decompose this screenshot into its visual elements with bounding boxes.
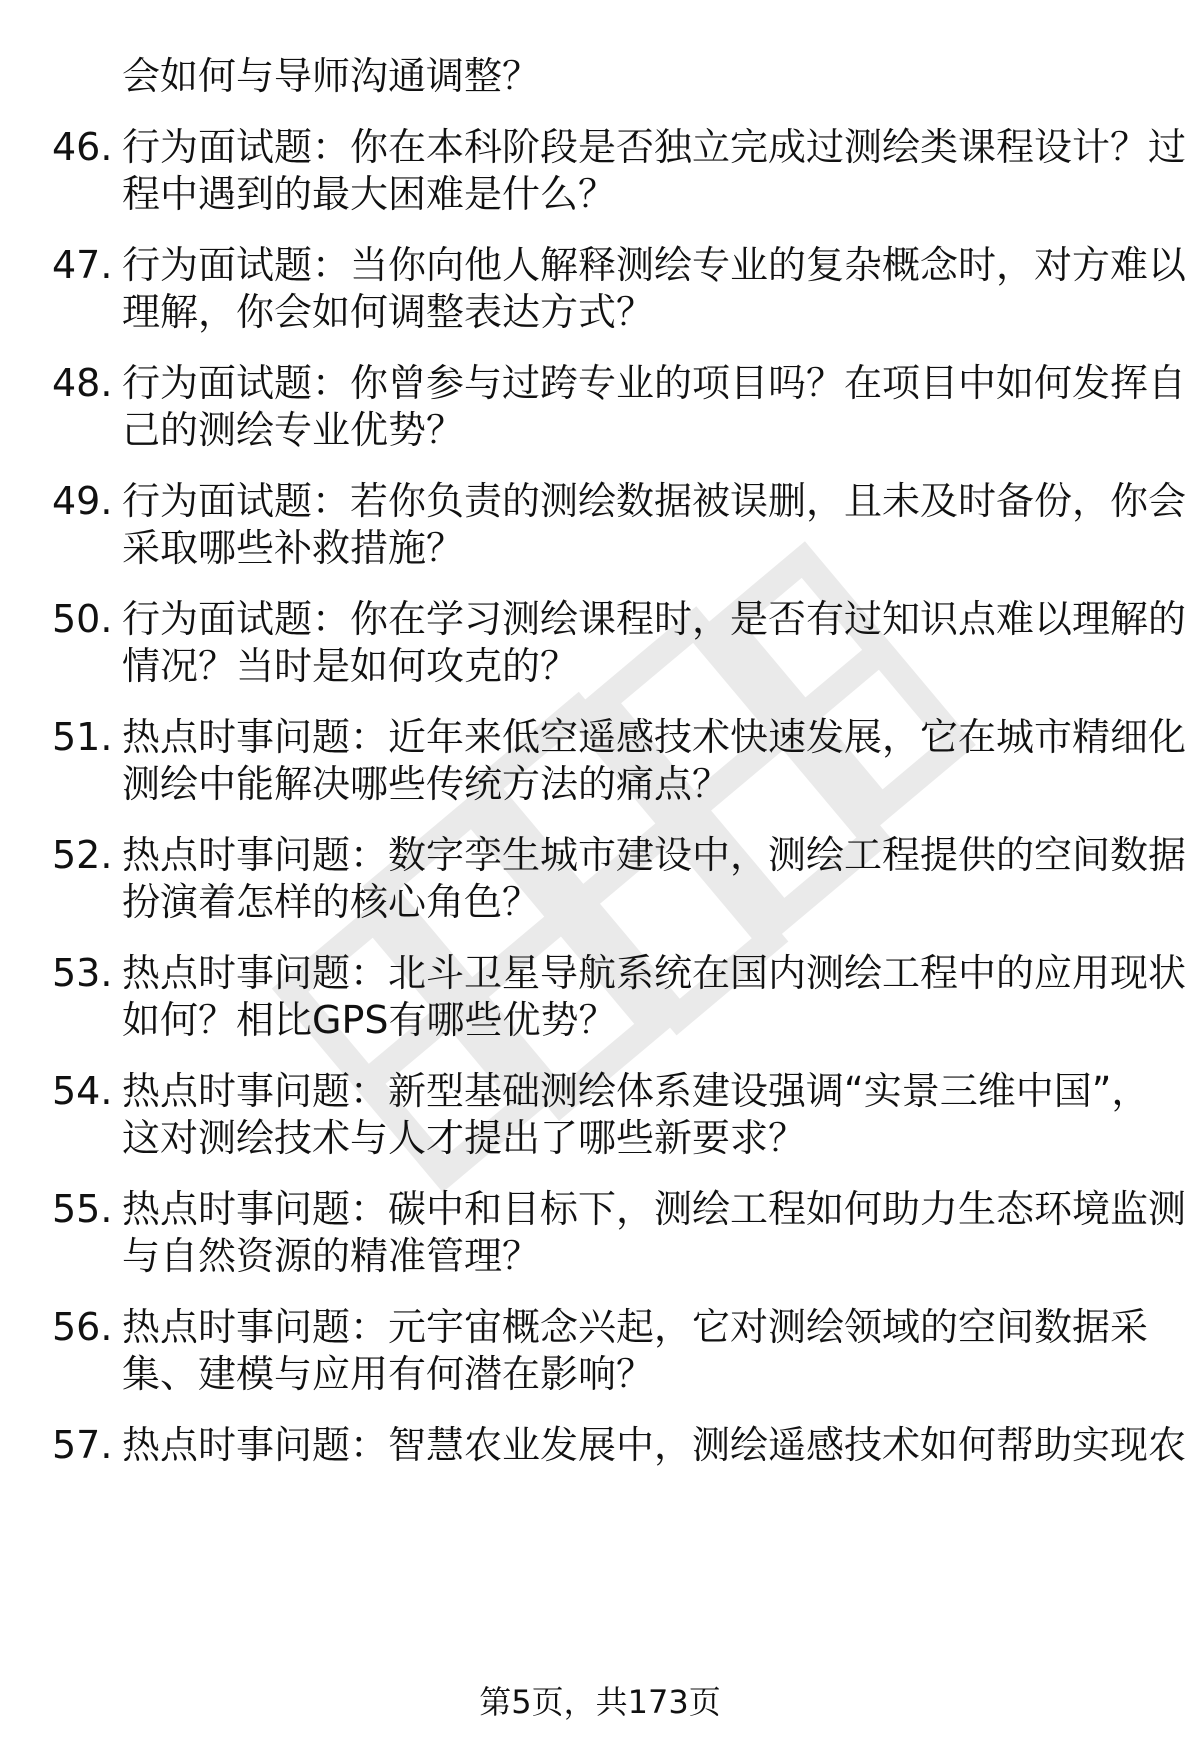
question-number: 54. bbox=[52, 1069, 113, 1113]
question-text-line: 与自然资源的精准管理？ bbox=[122, 1234, 541, 1278]
question-text-line: 情况？当时是如何攻克的？ bbox=[122, 644, 579, 688]
question-text-line: 会如何与导师沟通调整？ bbox=[122, 54, 541, 98]
question-number: 55. bbox=[52, 1187, 113, 1231]
question-text-line: 热点时事问题：北斗卫星导航系统在国内测绘工程中的应用现状 bbox=[122, 951, 1187, 995]
question-number: 56. bbox=[52, 1305, 113, 1349]
question-number: 48. bbox=[52, 361, 113, 405]
question-number: 46. bbox=[52, 125, 113, 169]
question-text-line: 行为面试题：若你负责的测绘数据被误删，且未及时备份，你会 bbox=[122, 479, 1187, 523]
question-number: 50. bbox=[52, 597, 113, 641]
question-text-line: 如何？相比GPS有哪些优势？ bbox=[122, 998, 617, 1042]
question-text-line: 行为面试题：当你向他人解释测绘专业的复杂概念时，对方难以 bbox=[122, 243, 1187, 287]
question-text-line: 热点时事问题：近年来低空遥感技术快速发展，它在城市精细化 bbox=[122, 715, 1187, 759]
question-text-line: 热点时事问题：新型基础测绘体系建设强调“实景三维中国”， bbox=[122, 1069, 1150, 1113]
question-number: 52. bbox=[52, 833, 113, 877]
page-footer: 第5页，共173页 bbox=[479, 1683, 721, 1721]
question-number: 57. bbox=[52, 1423, 113, 1467]
question-text-line: 己的测绘专业优势？ bbox=[122, 408, 465, 452]
question-text-line: 热点时事问题：智慧农业发展中，测绘遥感技术如何帮助实现农 bbox=[122, 1423, 1187, 1467]
question-text-line: 行为面试题：你曾参与过跨专业的项目吗？在项目中如何发挥自 bbox=[122, 361, 1187, 405]
question-text-line: 行为面试题：你在本科阶段是否独立完成过测绘类课程设计？过 bbox=[122, 125, 1187, 169]
question-text-line: 热点时事问题：数字孪生城市建设中，测绘工程提供的空间数据 bbox=[122, 833, 1187, 877]
question-text-line: 行为面试题：你在学习测绘课程时，是否有过知识点难以理解的 bbox=[122, 597, 1187, 641]
question-text-line: 热点时事问题：元宇宙概念兴起，它对测绘领域的空间数据采 bbox=[122, 1305, 1149, 1349]
question-number: 49. bbox=[52, 479, 113, 523]
question-text-line: 程中遇到的最大困难是什么？ bbox=[122, 172, 617, 216]
question-number: 51. bbox=[52, 715, 113, 759]
question-number: 47. bbox=[52, 243, 113, 287]
question-number: 53. bbox=[52, 951, 113, 995]
question-text-line: 这对测绘技术与人才提出了哪些新要求？ bbox=[122, 1116, 807, 1160]
question-text-line: 采取哪些补救措施？ bbox=[122, 526, 465, 570]
question-text-line: 集、建模与应用有何潜在影响？ bbox=[122, 1352, 655, 1396]
question-text-line: 测绘中能解决哪些传统方法的痛点？ bbox=[122, 762, 731, 806]
question-text-line: 扮演着怎样的核心角色？ bbox=[122, 880, 541, 924]
question-text-line: 热点时事问题：碳中和目标下，测绘工程如何助力生态环境监测 bbox=[122, 1187, 1187, 1231]
question-text-line: 理解，你会如何调整表达方式？ bbox=[122, 290, 655, 334]
